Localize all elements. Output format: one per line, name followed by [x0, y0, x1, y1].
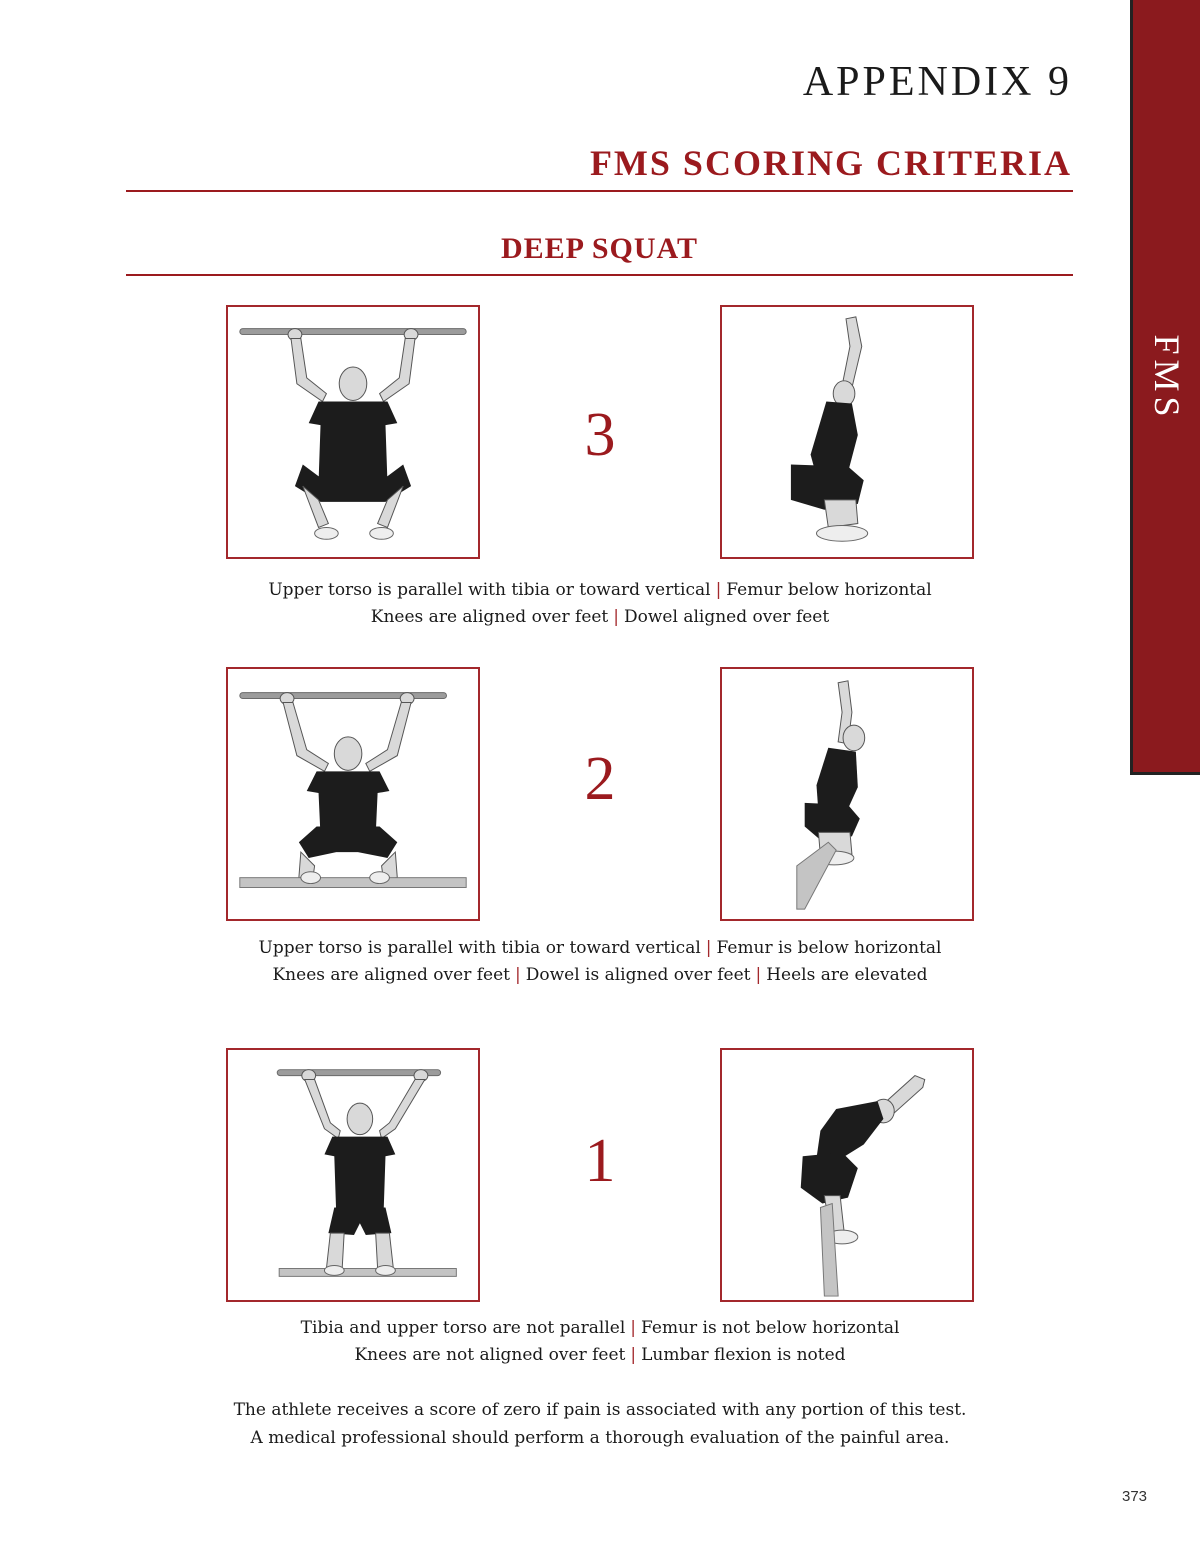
squat-front-score-2-photo — [226, 667, 480, 921]
side-tab-label: FMS — [1146, 334, 1187, 422]
criterion-text: Upper torso is parallel with tibia or toward vertical — [268, 580, 711, 600]
appendix-heading: APPENDIX 9 — [802, 59, 1072, 105]
criterion-text: Knees are not aligned over feet — [354, 1345, 626, 1365]
criterion-text: Upper torso is parallel with tibia or toward vertical — [258, 938, 701, 958]
squat-front-score-1-photo — [226, 1048, 480, 1302]
caption-score-2 — [150, 935, 1050, 989]
caption-line: Upper torso is parallel with tibia or toward vertical | Femur is below horizontal — [258, 938, 942, 958]
caption-line: Knees are not aligned over feet | Lumbar flexion is noted — [354, 1345, 846, 1365]
criterion-text: Knees are aligned over feet — [370, 607, 609, 627]
caption-line: Upper torso is parallel with tibia or toward vertical | Femur below horizontal — [268, 580, 932, 600]
squat-side-score-2-photo — [720, 667, 974, 921]
pain-note — [150, 1396, 1050, 1452]
note-line: A medical professional should perform a thorough evaluation of the painful area. — [250, 1428, 950, 1448]
title-divider — [126, 190, 1073, 192]
criterion-text: Femur is not below horizontal — [641, 1318, 900, 1338]
caption-line: Knees are aligned over feet | Dowel is aligned over feet | Heels are elevated — [272, 965, 928, 985]
criterion-text: Knees are aligned over feet — [272, 965, 510, 985]
criterion-text: Dowel aligned over feet — [624, 607, 830, 627]
score-value: 3 — [584, 401, 616, 469]
criterion-text: Femur below horizontal — [726, 580, 932, 600]
note-line: The athlete receives a score of zero if pain is associated with any portion of this test. — [233, 1400, 967, 1420]
criterion-text: Lumbar flexion is noted — [641, 1345, 846, 1365]
section-title: DEEP SQUAT — [501, 232, 698, 265]
caption-line: Knees are aligned over feet | Dowel aligned over feet — [370, 607, 830, 627]
page-title: FMS SCORING CRITERIA — [589, 143, 1072, 183]
caption-score-1 — [150, 1315, 1050, 1369]
page-number: 373 — [1122, 1488, 1148, 1505]
score-value: 2 — [584, 745, 616, 813]
section-divider — [126, 274, 1073, 276]
side-tab — [1130, 0, 1200, 775]
criterion-text: Heels are elevated — [766, 965, 928, 985]
criterion-text: Tibia and upper torso are not parallel — [300, 1318, 626, 1338]
criterion-text: Dowel is aligned over feet — [525, 965, 751, 985]
score-value: 1 — [584, 1127, 616, 1195]
caption-score-3 — [150, 577, 1050, 631]
squat-side-score-1-photo — [720, 1048, 974, 1302]
squat-front-score-3-photo — [226, 305, 480, 559]
squat-side-score-3-photo — [720, 305, 974, 559]
criterion-text: Femur is below horizontal — [716, 938, 942, 958]
caption-line: Tibia and upper torso are not parallel | Femur is not below horizontal — [300, 1318, 900, 1338]
